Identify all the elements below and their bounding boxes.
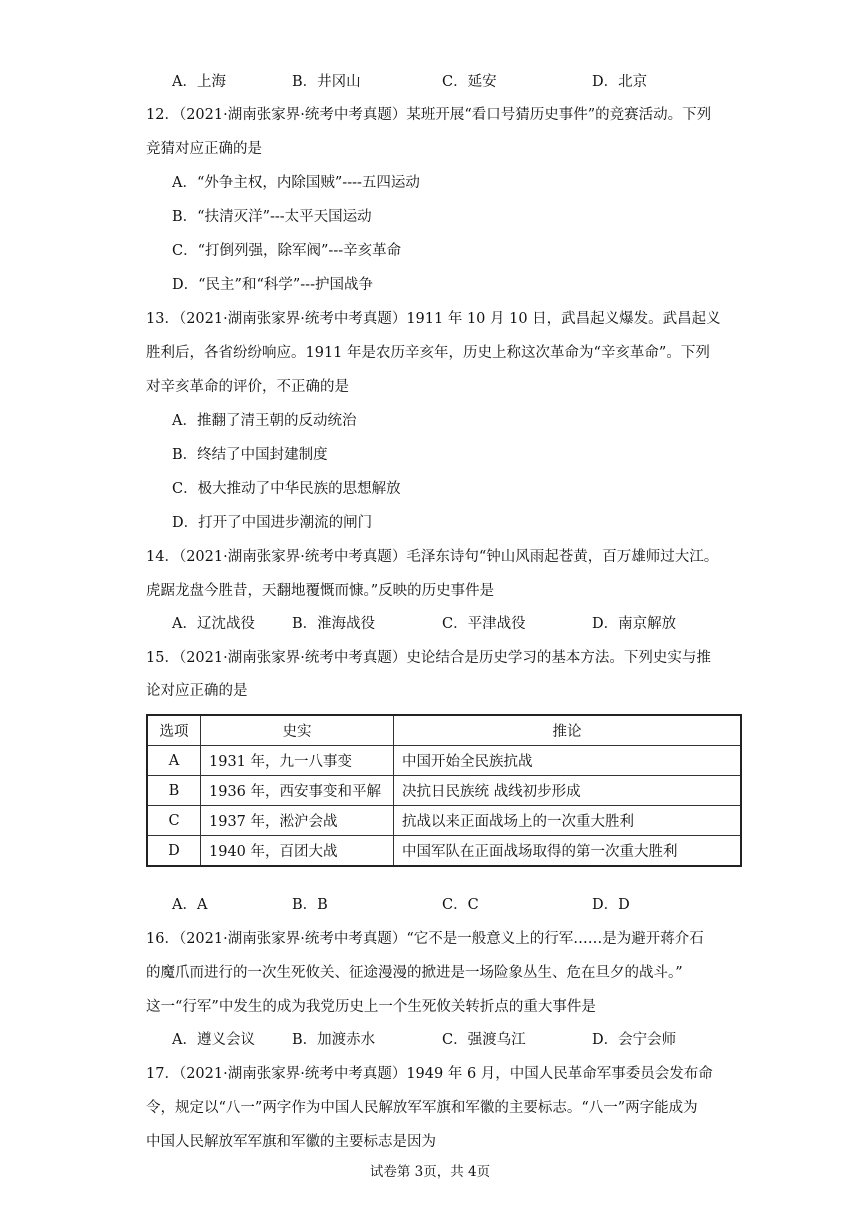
q13-option-d: D．打开了中国进步潮流的闸门 <box>172 515 373 531</box>
q13-option-b: B．终结了中国封建制度 <box>172 447 328 463</box>
table-cell-option: A <box>147 746 201 776</box>
q16-stem-line-3: 这一“行军”中发生的成为我党历史上一个生死攸关转折点的重大事件是 <box>146 999 596 1015</box>
q16-option-c: C．强渡乌江 <box>442 1032 526 1048</box>
q12-stem-line-2: 竞猜对应正确的是 <box>146 141 262 157</box>
q13-stem-line-3: 对辛亥革命的评价，不正确的是 <box>146 379 349 395</box>
q14-option-d: D．南京解放 <box>592 616 677 632</box>
q13-stem-line-1: 13．（2021·湖南张家界·统考中考真题）1911 年 10 月 10 日，武昌起义爆发。武昌起义 <box>146 311 721 327</box>
table-row <box>147 746 741 776</box>
table-cell-inference: 决抗日民族统 战线初步形成 <box>394 776 742 806</box>
table-header-option: 选项 <box>147 715 201 746</box>
table-cell-fact: 1940 年，百团大战 <box>201 836 394 867</box>
q11-option-a: A．上海 <box>172 74 226 90</box>
table-cell-inference: 抗战以来正面战场上的一次重大胜利 <box>394 806 742 836</box>
q11-options <box>172 72 732 92</box>
table-header-row <box>147 715 741 746</box>
table-row <box>147 806 741 836</box>
q13-option-c: C．极大推动了中华民族的思想解放 <box>172 481 401 497</box>
q12-option-b: B．“扶清灭洋”---太平天国运动 <box>172 209 372 225</box>
table-cell-fact: 1931 年，九一八事变 <box>201 746 394 776</box>
q17-stem-line-3: 中国人民解放军军旗和军徽的主要标志是因为 <box>146 1134 436 1150</box>
q16-option-b: B．加渡赤水 <box>292 1032 376 1048</box>
q16-stem-line-1: 16．（2021·湖南张家界·统考中考真题）“它不是一般意义上的行军……是为避开蒋介石 <box>146 931 704 947</box>
q13-stem-line-2: 胜利后，各省纷纷响应。1911 年是农历辛亥年，历史上称这次革命为“辛亥革命”。下列 <box>146 345 710 361</box>
q14-options <box>172 614 732 634</box>
q11-option-b: B．井冈山 <box>292 74 361 90</box>
q15-stem-line-1: 15．（2021·湖南张家界·统考中考真题）史论结合是历史学习的基本方法。下列史实与推 <box>146 650 711 666</box>
q14-stem-line-1: 14．（2021·湖南张家界·统考中考真题）毛泽东诗句“钟山风雨起苍黄，百万雄师过大江。 <box>146 549 719 565</box>
q14-option-c: C．平津战役 <box>442 616 526 632</box>
table-header-inference: 推论 <box>394 715 742 746</box>
q15-option-d: D．D <box>592 897 630 913</box>
q11-option-d: D．北京 <box>592 74 648 90</box>
q13-option-a: A．推翻了清王朝的反动统治 <box>172 413 357 429</box>
q15-stem-line-2: 论对应正确的是 <box>146 683 248 699</box>
q15-option-a: A．A <box>172 897 208 913</box>
table-cell-fact: 1937 年，淞沪会战 <box>201 806 394 836</box>
page-footer: 试卷第 3页，共 4页 <box>369 1164 491 1180</box>
table-cell-inference: 中国军队在正面战场取得的第一次重大胜利 <box>394 836 742 867</box>
q12-option-d: D．“民主”和“科学”---护国战争 <box>172 277 373 293</box>
table-row <box>147 776 741 806</box>
table-cell-option: B <box>147 776 201 806</box>
q16-option-a: A．遵义会议 <box>172 1032 255 1048</box>
q15-option-c: C．C <box>442 897 479 913</box>
q14-option-b: B．淮海战役 <box>292 616 376 632</box>
table-cell-option: C <box>147 806 201 836</box>
q12-option-a: A．“外争主权，内除国贼”----五四运动 <box>172 175 420 191</box>
q12-stem-line-1: 12．（2021·湖南张家界·统考中考真题）某班开展“看口号猜历史事件”的竞赛活动。下列 <box>146 107 712 123</box>
q17-stem-line-1: 17．（2021·湖南张家界·统考中考真题）1949 年 6 月，中国人民革命军事委员会发布命 <box>146 1066 713 1082</box>
q17-stem-line-2: 令，规定以“八一”两字作为中国人民解放军军旗和军徽的主要标志。“八一”两字能成为 <box>146 1100 698 1116</box>
table-header-fact: 史实 <box>201 715 394 746</box>
table-cell-option: D <box>147 836 201 867</box>
q11-option-c: C．延安 <box>442 74 497 90</box>
table-cell-fact: 1936 年，西安事变和平解 <box>201 776 394 806</box>
q15-options <box>172 895 732 915</box>
q14-stem-line-2: 虎踞龙盘今胜昔，天翻地覆慨而慷。”反映的历史事件是 <box>146 583 495 599</box>
q16-options <box>172 1030 732 1050</box>
q16-stem-line-2: 的魔爪而进行的一次生死攸关、征途漫漫的掀进是一场险象丛生、危在旦夕的战斗。” <box>146 965 683 981</box>
q12-option-c: C．“打倒列强，除军阀”---辛亥革命 <box>172 243 402 259</box>
table-cell-inference: 中国开始全民族抗战 <box>394 746 742 776</box>
q16-option-d: D．会宁会师 <box>592 1032 677 1048</box>
q15-history-table <box>146 714 742 867</box>
table-row <box>147 836 741 867</box>
q15-option-b: B．B <box>292 897 328 913</box>
q14-option-a: A．辽沈战役 <box>172 616 255 632</box>
